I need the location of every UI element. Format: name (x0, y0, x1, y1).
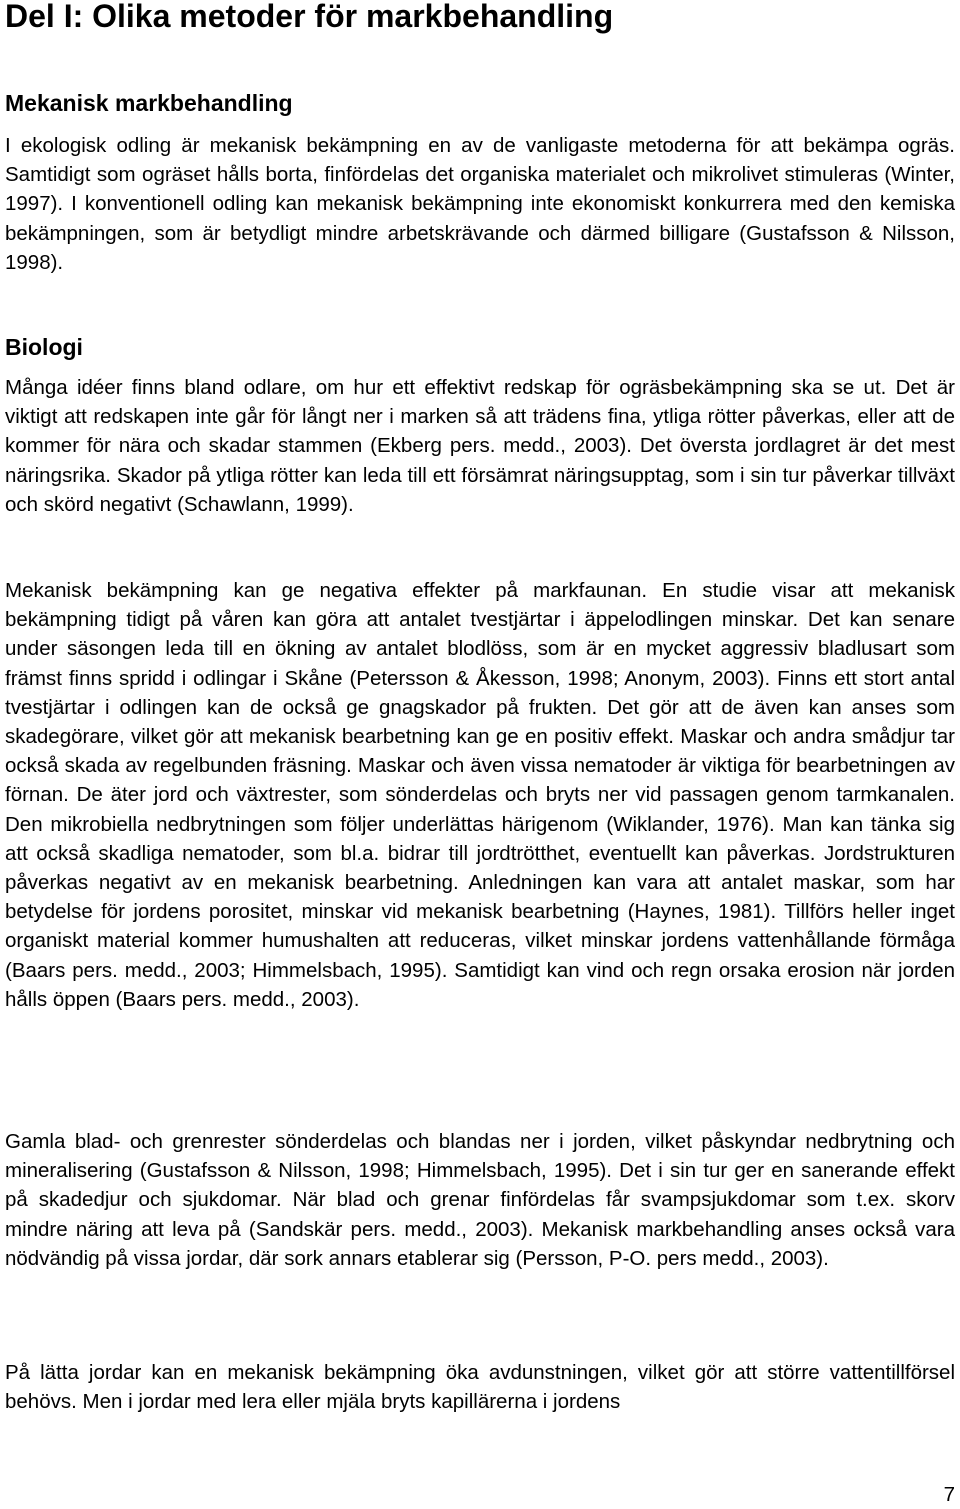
paragraph-biologi-2: Mekanisk bekämpning kan ge negativa effekter på markfaunan. En studie visar att mekanisk bekämpning tidigt på våren kan göra att antalet tvestjärtar i äppelodlingen minskar. Det kan senare under säsongen leda till en ökning av antalet blodlöss, som är en mycket aggressiv bladlusart som främst finns spridd i odlingar i Skåne (Petersson & Åkesson, 1998; Anonym, 2003). Finns ett stort antal tvestjärtar i odlingen kan de också ge gnagskador på frukten. Det gör att de även kan anses som skadegörare, vilket gör att mekanisk bearbetning kan ge en positiv effekt. Maskar och andra smådjur tar också skada av regelbunden fräsning. Maskar och även vissa nematoder är viktiga för bearbetningen av förnan. De äter jord och växtrester, som sönderdelas och bryts ner vid passagen genom tarmkanalen. Den mikrobiella nedbrytningen som följer underlättas härigenom (Wiklander, 1976). Man kan tänka sig att också skadliga nematoder, som bl.a. bidrar till jordtrötthet, eventuellt kan påverkas. Jordstrukturen påverkas negativt av en mekanisk bearbetning. Anledningen kan vara att antalet maskar, som har betydelse för jordens porositet, minskar vid mekanisk bearbetning (Haynes, 1981). Tillförs heller inget organiskt material kommer humushalten att reduceras, vilket minskar jordens vattenhållande förmåga (Baars pers. medd., 2003; Himmelsbach, 1995). Samtidigt kan vind och regn orsaka erosion när jorden hålls öppen (Baars pers. medd., 2003). (5, 579, 955, 1011)
page-number: 7 (943, 1483, 955, 1506)
section-heading-biologi: Biologi (5, 334, 83, 360)
section-heading-mekanisk-markbehandling: Mekanisk markbehandling (5, 90, 293, 116)
paragraph-mekanisk-intro: I ekologisk odling är mekanisk bekämpning en av de vanligaste metoderna för att bekämpa ogräs. Samtidigt som ogräset hålls borta, finfördelas det organiska materialet och mikrolivet stimuleras (Winter, 1997). I konventionell odling kan mekanisk bekämpning inte ekonomiskt konkurrera med den kemiska bekämpningen, som är betydligt mindre arbetskrävande och därmed billigare (Gustafsson & Nilsson, 1998). (5, 134, 955, 274)
paragraph-biologi-4: På lätta jordar kan en mekanisk bekämpning öka avdunstningen, vilket gör att större vattentillförsel behövs. Men i jordar med lera eller mjäla bryts kapillärerna i jordens (5, 1361, 955, 1414)
page-title: Del I: Olika metoder för markbehandling (5, 0, 614, 34)
paragraph-biologi-3: Gamla blad- och grenrester sönderdelas och blandas ner i jorden, vilket påskyndar nedbrytning och mineralisering (Gustafsson & Nilsson, 1998; Himmelsbach, 1995). Det i sin tur ger en sanerande effekt på skadedjur och sjukdomar. När blad och grenar finfördelas får svampsjukdomar som t.ex. skorv mindre näring att leva på (Sandskär pers. medd., 2003). Mekanisk markbehandling anses också vara nödvändig på vissa jordar, där sork annars etablerar sig (Persson, P-O. pers medd., 2003). (5, 1130, 955, 1270)
paragraph-biologi-1: Många idéer finns bland odlare, om hur ett effektivt redskap för ogräsbekämpning ska se ut. Det är viktigt att redskapen inte går för långt ner i marken så att trädens fina, ytliga rötter påverkas, eller att de kommer för nära och skadar stammen (Ekberg pers. medd., 2003). Det översta jordlagret är det mest näringsrika. Skador på ytliga rötter kan leda till ett försämrat näringsupptag, som i sin tur påverkar tillväxt och skörd negativt (Schawlann, 1999). (5, 376, 955, 516)
